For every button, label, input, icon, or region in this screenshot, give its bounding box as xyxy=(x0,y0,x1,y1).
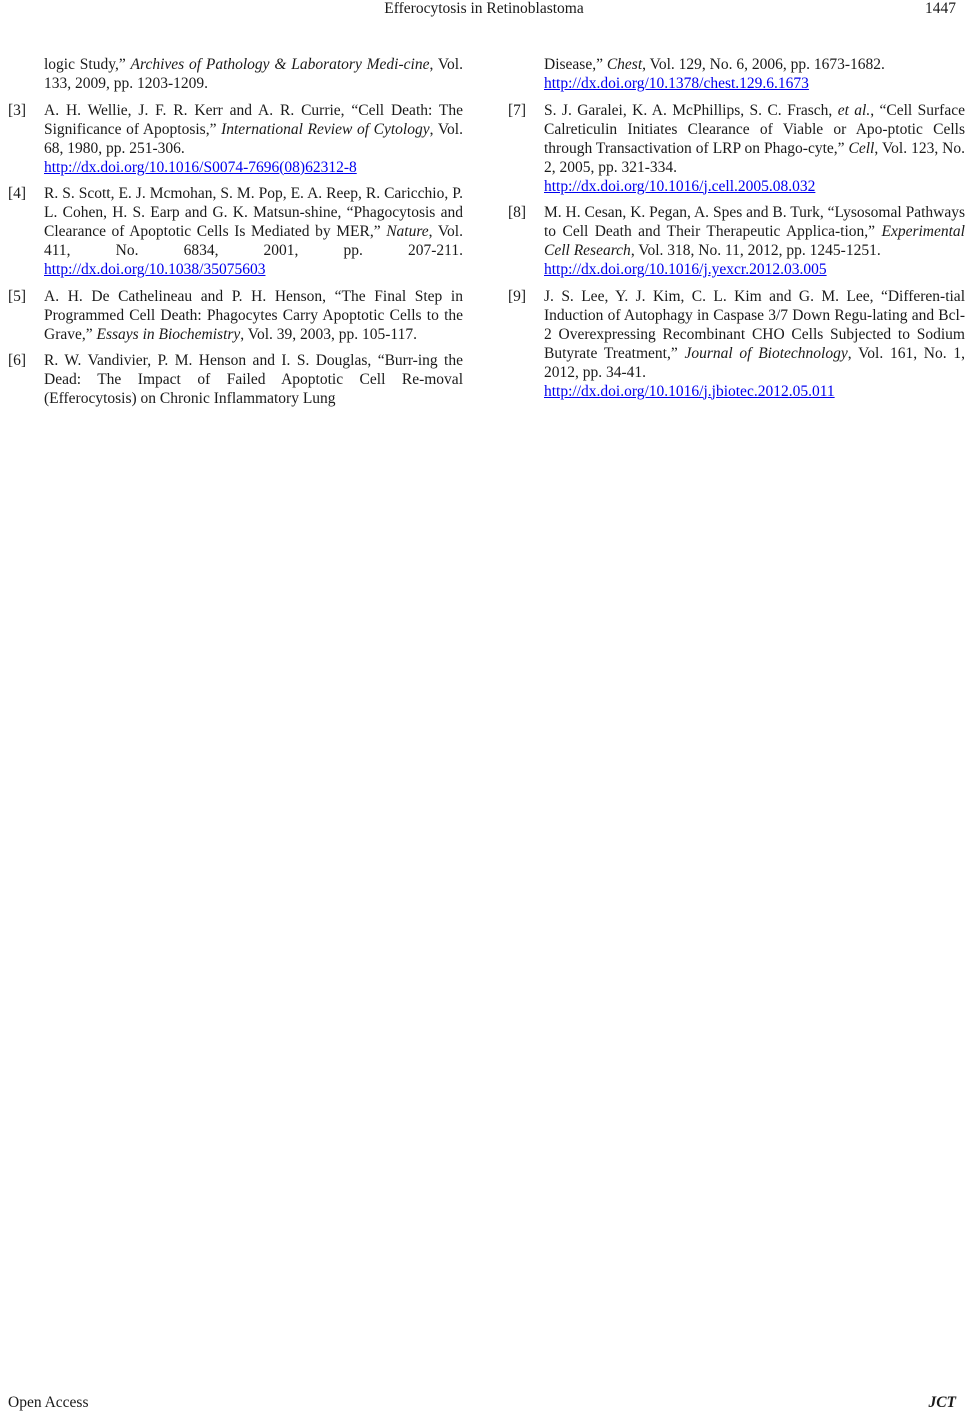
reference-text: A. H. De Cathelineau and P. H. Henson, “The Final Step in Programmed Cell Death: Phagocytes Carry Apoptotic Cells to the Grave,” xyxy=(44,287,463,343)
running-title: Efferocytosis in Retinoblastoma xyxy=(384,0,584,17)
reference-text: A. H. Wellie, J. F. R. Kerr and A. R. Currie, “Cell Death: The Significance of Apoptosis,” xyxy=(44,101,463,138)
reference-text: R. S. Scott, E. J. Mcmohan, S. M. Pop, E. A. Reep, R. Caricchio, P. L. Cohen, H. S. Earp and G. K. Matsun-shine, “Phagocytosis and Clearance of Apoptotic Cells Is Mediated by MER,” xyxy=(44,185,463,240)
reference-text: logic Study,” xyxy=(44,56,131,73)
reference-text: , Vol. 123, No. 2, 2005, pp. 321-334. xyxy=(544,139,966,176)
references-column-left xyxy=(8,55,463,416)
reference-number: [9] xyxy=(508,287,527,305)
reference-entry xyxy=(8,184,463,279)
reference-text: Disease,” xyxy=(544,56,607,73)
reference-text: , Vol. 411, No. 6834, 2001, pp. 207-211. xyxy=(44,223,463,259)
reference-text: R. W. Vandivier, P. M. Henson and I. S. Douglas, “Burr-ing the Dead: The Impact of Failed Apoptotic Cell Re-moval (Efferocytosis) on Chronic Inflammatory Lung xyxy=(44,352,463,407)
doi-link[interactable]: http://dx.doi.org/10.1038/35075603 xyxy=(44,261,266,278)
reference-text: , Vol. 39, 2003, pp. 105-117. xyxy=(240,325,417,343)
footer-journal-abbrev: JCT xyxy=(928,1394,956,1411)
reference-text: S. J. Garalei, K. A. McPhillips, S. C. Frasch, xyxy=(544,101,838,119)
reference-text: , Vol. 318, No. 11, 2012, pp. 1245-1251. xyxy=(630,242,881,259)
reference-source-title: Essays in Biochemistry xyxy=(96,325,241,343)
reference-source-title: Experimental Cell Research xyxy=(544,223,965,259)
reference-number: [8] xyxy=(508,204,527,221)
reference-entry xyxy=(508,101,965,196)
reference-number: [4] xyxy=(8,185,27,202)
doi-link[interactable]: http://dx.doi.org/10.1016/j.cell.2005.08.032 xyxy=(544,177,816,195)
reference-entry xyxy=(8,351,463,408)
reference-text: , Vol. 161, No. 1, 2012, pp. 34-41. xyxy=(544,344,965,381)
reference-source-title: Cell xyxy=(848,139,875,157)
reference-source-title: et al. xyxy=(837,101,871,119)
doi-link[interactable]: http://dx.doi.org/10.1378/chest.129.6.1673 xyxy=(544,75,809,92)
reference-text: J. S. Lee, Y. J. Kim, C. L. Kim and G. M. Lee, “Differen-tial Induction of Autophagy in Caspase 3/7 Down Regu-lating and Bcl-2 Overexpressing Recombinant CHO Cells Subjected to Sodium Butyrate Treatment,” xyxy=(544,287,965,362)
reference-number: [5] xyxy=(8,287,27,305)
reference-source-title: Nature xyxy=(386,223,429,240)
doi-link[interactable]: http://dx.doi.org/10.1016/j.yexcr.2012.03.005 xyxy=(544,261,827,278)
reference-source-title: Chest xyxy=(606,56,643,73)
references-column-right xyxy=(508,55,965,408)
reference-source-title: International Review of Cytology xyxy=(221,120,430,138)
reference-number: [7] xyxy=(508,101,527,119)
reference-entry xyxy=(8,55,463,93)
reference-text: , Vol. 129, No. 6, 2006, pp. 1673-1682. xyxy=(642,56,885,73)
reference-text: , Vol. 68, 1980, pp. 251-306. xyxy=(44,120,463,157)
reference-entry xyxy=(8,101,463,177)
reference-number: [3] xyxy=(8,101,27,119)
reference-text: , Vol. 133, 2009, pp. 1203-1209. xyxy=(44,56,463,92)
reference-number: [6] xyxy=(8,352,27,369)
reference-entry xyxy=(8,287,463,344)
reference-text: , “Cell Surface Calreticulin Initiates Clearance of Viable or Apo-ptotic Cells through Transactivation of LRP on Phago-cyte,” xyxy=(544,101,965,157)
reference-text: M. H. Cesan, K. Pegan, A. Spes and B. Turk, “Lysosomal Pathways to Cell Death and Their Therapeutic Applica-tion,” xyxy=(544,204,965,240)
reference-entry xyxy=(508,287,965,401)
reference-source-title: Journal of Biotechnology xyxy=(684,344,848,362)
reference-source-title: Archives of Pathology & Laboratory Medi-cine xyxy=(130,56,430,73)
doi-link[interactable]: http://dx.doi.org/10.1016/j.jbiotec.2012.05.011 xyxy=(544,382,835,400)
footer-open-access: Open Access xyxy=(8,1394,89,1411)
reference-entry xyxy=(508,203,965,279)
page-number: 1447 xyxy=(925,0,956,17)
reference-entry xyxy=(508,55,965,93)
doi-link[interactable]: http://dx.doi.org/10.1016/S0074-7696(08)62312-8 xyxy=(44,158,357,176)
